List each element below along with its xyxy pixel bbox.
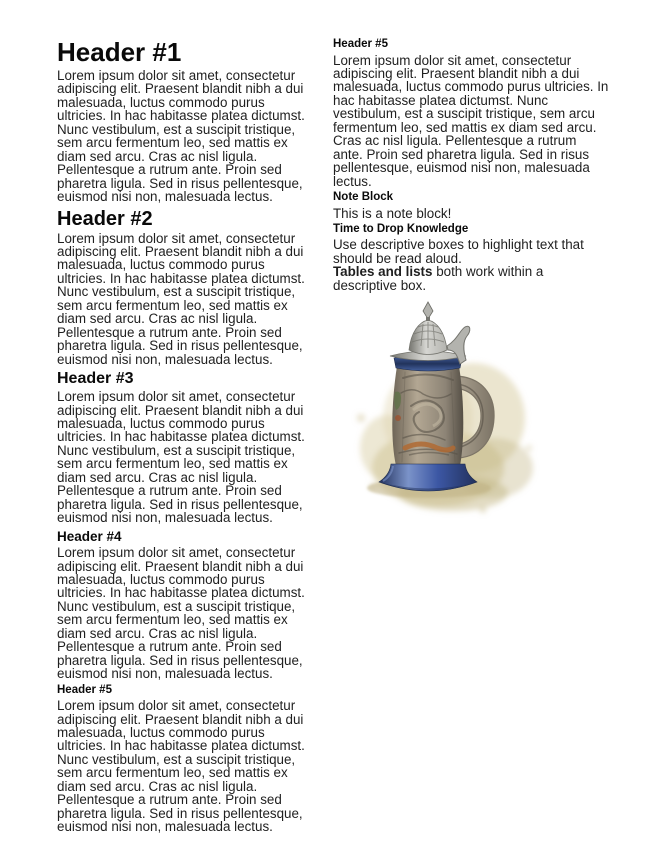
paragraph-1: Lorem ipsum dolor sit amet, consectetur adipiscing elit. Praesent blandit nibh a dui malesuada, luctus commodo purus ultricies. In hac habitasse platea dictumst. Nunc vestibulum, est a suscipit tristique, sem arcu fermentum leo, sed mattis ex diam sed arcu. Cras ac nisl ligula. Pellentesque a rutrum ante. Proin sed pharetra ligula. Sed in risus pellentesque, euismod nisi non, malesuada lectus. [57,68,305,205]
tables-note [333,265,609,292]
paragraph-5: Lorem ipsum dolor sit amet, consectetur adipiscing elit. Praesent blandit nibh a dui malesuada, luctus commodo purus ultricies. In hac habitasse platea dictumst. Nunc vestibulum, est a suscipit tristique, sem arcu fermentum leo, sed mattis ex diam sed arcu. Cras ac nisl ligula. Pellentesque a rutrum ante. Proin sed pharetra ligula. Sed in risus pellentesque, euismod nisi non, malesuada lectus. [57,698,305,835]
knowledge-body: Use descriptive boxes to highlight text that should be read aloud. [333,237,584,266]
header-2: Header #2 [57,207,153,230]
beer-stein-image [333,298,603,526]
header-4: Header #4 [57,528,122,544]
paragraph-2: Lorem ipsum dolor sit amet, consectetur adipiscing elit. Praesent blandit nibh a dui malesuada, luctus commodo purus ultricies. In hac habitasse platea dictumst. Nunc vestibulum, est a suscipit tristique, sem arcu fermentum leo, sed mattis ex diam sed arcu. Cras ac nisl ligula. Pellentesque a rutrum ante. Proin sed pharetra ligula. Sed in risus pellentesque, euismod nisi non, malesuada lectus. [57,230,305,367]
paragraph-3: Lorem ipsum dolor sit amet, consectetur adipiscing elit. Praesent blandit nibh a dui malesuada, luctus commodo purus ultricies. In hac habitasse platea dictumst. Nunc vestibulum, est a suscipit tristique, sem arcu fermentum leo, sed mattis ex diam sed arcu. Cras ac nisl ligula. Pellentesque a rutrum ante. Proin sed pharetra ligula. Sed in risus pellentesque, euismod nisi non, malesuada lectus. [57,389,305,526]
left-column [57,38,313,834]
note-block-title: Note Block [333,191,394,204]
note-block-body: This is a note block! [333,205,452,221]
right-column [333,38,609,531]
header-5-right: Header #5 [333,38,388,50]
beer-stein-figure [333,298,609,531]
knowledge-title: Time to Drop Knowledge [333,222,469,235]
paragraph-4: Lorem ipsum dolor sit amet, consectetur adipiscing elit. Praesent blandit nibh a dui malesuada, luctus commodo purus ultricies. In hac habitasse platea dictumst. Nunc vestibulum, est a suscipit tristique, sem arcu fermentum leo, sed mattis ex diam sed arcu. Cras ac nisl ligula. Pellentesque a rutrum ante. Proin sed pharetra ligula. Sed in risus pellentesque, euismod nisi non, malesuada lectus. [57,545,305,682]
paragraph-6: Lorem ipsum dolor sit amet, consectetur adipiscing elit. Praesent blandit nibh a dui malesuada, luctus commodo purus ultricies. In hac habitasse platea dictumst. Nunc vestibulum, est a suscipit tristique, sem arcu fermentum leo, sed mattis ex diam sed arcu. Cras ac nisl ligula. Pellentesque a rutrum ante. Proin sed pharetra ligula. Sed in risus pellentesque, euismod nisi non, malesuada lectus. [333,52,609,189]
stein-body [392,366,463,466]
tables-note-rest: both work within a descriptive box. [333,264,544,293]
header-1: Header #1 [57,37,182,67]
tables-note-bold: Tables and lists [333,264,433,280]
header-3: Header #3 [57,370,134,388]
header-5-left: Header #5 [57,683,112,696]
